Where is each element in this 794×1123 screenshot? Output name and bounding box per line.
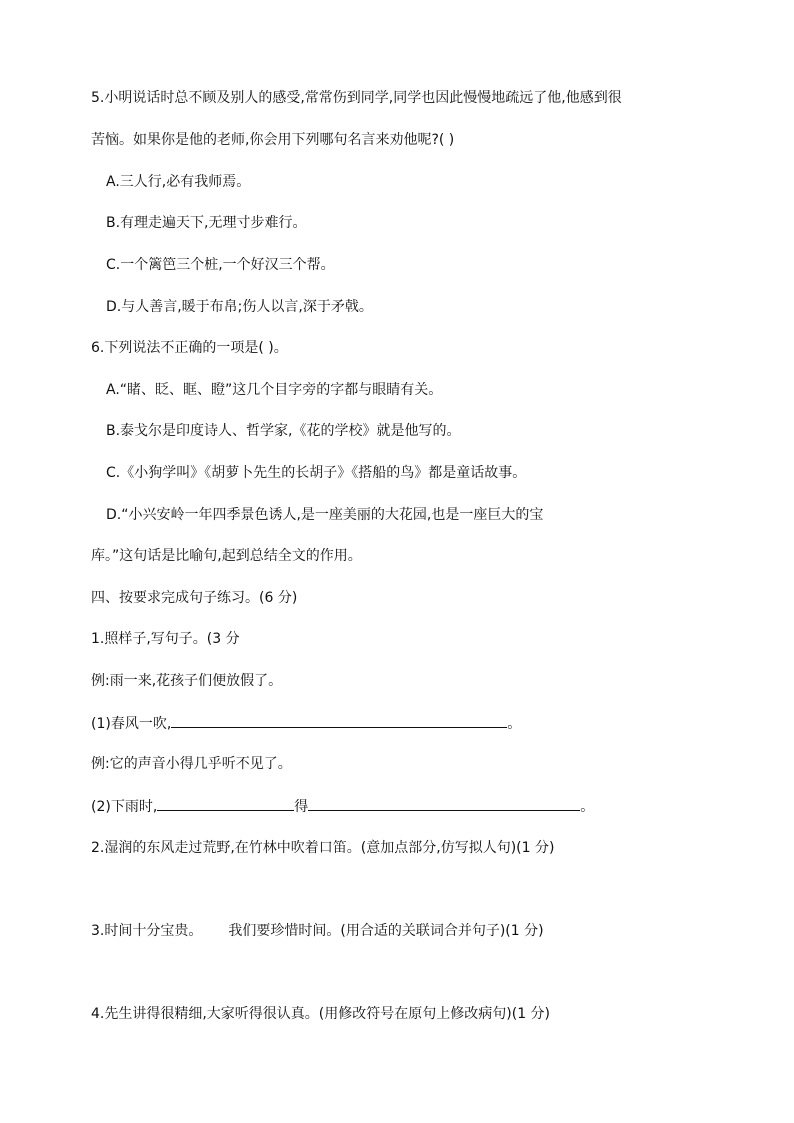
example-sentence-2: 例:它的声音小得几乎听不见了。 [91,756,292,772]
section4-heading: 四、按要求完成句子练习。(6 分) [91,590,298,606]
q6-option-d-line2: 库。”这句话是比喻句,起到总结全文的作用。 [91,548,362,564]
q6-stem: 6.下列说法不正确的一项是( )。 [91,340,288,356]
answer-blank-1[interactable] [171,713,507,728]
q5-option-c: C.一个篱笆三个桩,一个好汉三个帮。 [106,257,335,273]
q6-option-c: C.《小狗学叫》《胡萝卜先生的长胡子》《搭船的鸟》都是童话故事。 [106,465,527,481]
fill-item-2-suffix: 。 [580,799,595,815]
fill-item-2-prefix: (2)下雨时, [91,799,158,815]
answer-blank-2b[interactable] [308,796,580,811]
q6-option-d-line1: D.“小兴安岭一年四季景色诱人,是一座美丽的大花园,也是一座巨大的宝 [106,507,544,523]
fill-item-2 [91,796,594,817]
q5-option-a: A.三人行,必有我师焉。 [106,174,251,190]
q5-option-d: D.与人善言,暖于布帛;伤人以言,深于矛戟。 [106,299,373,315]
subtask3-part2: 我们要珍惜时间。(用合适的关联词合并句子)(1 分) [228,923,544,939]
fill-item-1-suffix: 。 [507,716,522,732]
fill-item-1 [91,713,521,734]
section4-subtask1-title: 1.照样子,写句子。(3 分 [91,631,240,647]
subtask3-combine-sentences [91,921,544,941]
fill-item-1-prefix: (1)春风一吹, [91,716,172,732]
subtask4-correct-sentence: 4.先生讲得很精细,大家听得很认真。(用修改符号在原句上修改病句)(1 分) [91,1006,551,1022]
q5-stem-line1: 5.小明说话时总不顾及别人的感受,常常伤到同学,同学也因此慢慢地疏远了他,他感到很 [91,90,622,106]
q5-stem-line2: 苦恼。如果你是他的老师,你会用下列哪句名言来劝他呢?( ) [91,132,455,148]
q6-option-b: B.泰戈尔是印度诗人、哲学家,《花的学校》就是他写的。 [106,423,461,439]
answer-blank-2a[interactable] [157,796,294,811]
example-sentence-1: 例:雨一来,花孩子们便放假了。 [91,673,283,689]
q6-option-a: A.“睹、眨、眶、瞪”这几个目字旁的字都与眼睛有关。 [106,382,443,398]
subtask3-part1: 3.时间十分宝贵。 [91,923,203,939]
fill-item-2-mid: 得 [294,799,309,815]
q5-option-b: B.有理走遍天下,无理寸步难行。 [106,215,307,231]
subtask2-personification: 2.湿润的东风走过荒野,在竹林中吹着口笛。(意加点部分,仿写拟人句)(1 分) [91,840,555,856]
